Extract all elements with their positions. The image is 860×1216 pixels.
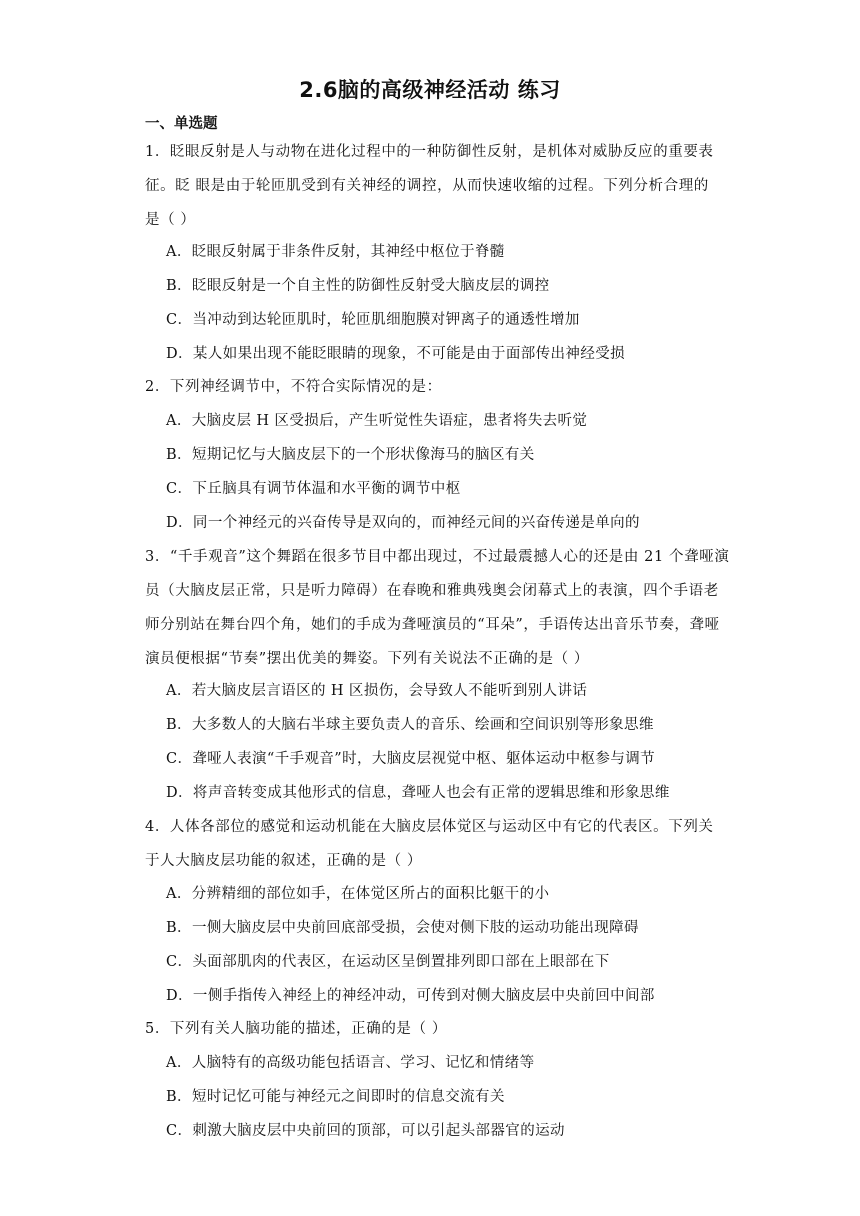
option-a: A．人脑特有的高级功能包括语言、学习、记忆和情绪等	[166, 1055, 535, 1071]
question-text-line: 是（ ）	[145, 212, 196, 228]
question-text-line: 于人大脑皮层功能的叙述，正确的是（ ）	[145, 853, 423, 869]
section-heading: 一、单选题	[145, 116, 218, 132]
option-d: D．同一个神经元的兴奋传导是双向的，而神经元间的兴奋传递是单向的	[166, 515, 640, 531]
option-c: C．当冲动到达轮匝肌时，轮匝肌细胞膜对钾离子的通透性增加	[166, 312, 580, 328]
option-d: D．将声音转变成其他形式的信息，聋哑人也会有正常的逻辑思维和形象思维	[166, 785, 670, 801]
question-text-line: 5．下列有关人脑功能的描述，正确的是（ ）	[145, 1021, 447, 1037]
option-b: B．大多数人的大脑右半球主要负责人的音乐、绘画和空间识别等形象思维	[166, 717, 654, 733]
question-text-line: 4．人体各部位的感觉和运动机能在大脑皮层体觉区与运动区中有它的代表区。下列关	[145, 819, 714, 835]
option-c: C．聋哑人表演“千手观音”时，大脑皮层视觉中枢、躯体运动中枢参与调节	[166, 751, 656, 767]
option-b: B．眨眼反射是一个自主性的防御性反射受大脑皮层的调控	[166, 278, 550, 294]
question-text-line: 员（大脑皮层正常，只是听力障碍）在春晚和雅典残奥会闭幕式上的表演，四个手语老	[145, 583, 719, 599]
option-c: C．下丘脑具有调节体温和水平衡的调节中枢	[166, 481, 461, 497]
option-a: A．眨眼反射属于非条件反射，其神经中枢位于脊髓	[166, 244, 505, 260]
question-text-line: 演员便根据“节奏”摆出优美的舞姿。下列有关说法不正确的是（ ）	[145, 651, 590, 667]
option-c: C．刺激大脑皮层中央前回的顶部，可以引起头部器官的运动	[166, 1123, 565, 1139]
option-d: D．某人如果出现不能眨眼睛的现象，不可能是由于面部传出神经受损	[166, 346, 626, 362]
question-text-line: 1．眨眼反射是人与动物在进化过程中的一种防御性反射，是机体对威胁反应的重要表	[145, 144, 714, 160]
option-b: B．短时记忆可能与神经元之间即时的信息交流有关	[166, 1089, 505, 1105]
option-a: A．若大脑皮层言语区的 H 区损伤，会导致人不能听到别人讲话	[166, 683, 588, 699]
question-text-line: 3．“千手观音”这个舞蹈在很多节目中都出现过，不过最震撼人心的还是由 21 个聋哑演	[145, 549, 730, 565]
page-title: 2.6脑的高级神经活动 练习	[299, 78, 561, 102]
option-d: D．一侧手指传入神经上的神经冲动，可传到对侧大脑皮层中央前回中间部	[166, 988, 655, 1004]
option-a: A．大脑皮层 H 区受损后，产生听觉性失语症，患者将失去听觉	[166, 413, 588, 429]
option-a: A．分辨精细的部位如手，在体觉区所占的面积比躯干的小	[166, 886, 550, 902]
question-text-line: 师分别站在舞台四个角，她们的手成为聋哑演员的“耳朵”，手语传达出音乐节奏，聋哑	[145, 617, 720, 633]
question-text-line: 2．下列神经调节中，不符合实际情况的是：	[145, 379, 442, 395]
question-text-line: 征。眨 眼是由于轮匝肌受到有关神经的调控，从而快速收缩的过程。下列分析合理的	[145, 178, 709, 194]
option-b: B．短期记忆与大脑皮层下的一个形状像海马的脑区有关	[166, 447, 535, 463]
option-c: C．头面部肌肉的代表区，在运动区呈倒置排列即口部在上眼部在下	[166, 954, 610, 970]
option-b: B．一侧大脑皮层中央前回底部受损，会使对侧下肢的运动功能出现障碍	[166, 920, 639, 936]
